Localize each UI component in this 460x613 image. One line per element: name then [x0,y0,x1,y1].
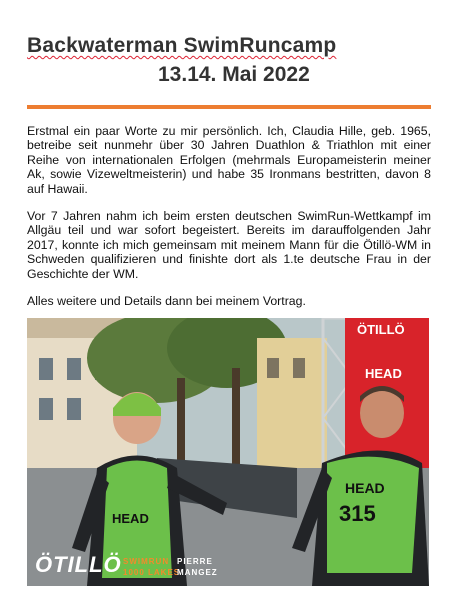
photo-illustration [27,318,429,586]
caption-mangez: MANGEZ [177,568,218,577]
paragraph-closing: Alles weitere und Details dann bei meinem Vortrag. [27,294,306,308]
svg-text:HEAD: HEAD [112,511,149,526]
bib-number: 315 [339,501,376,526]
paragraph-intro: Erstmal ein paar Worte zu mir persönlich. Ich, Claudia Hille, geb. 1965, betreibe seit nunmehr über 30 Jahren Duathlon & Triathlon mit einer Reihe von internationalen Erfolgen (mehrmals Europameisterin meiner Ak, sowie Vizeweltmeisterin) und habe 35 Ironmans bestritten, davon 8 auf Hawaii. [27,124,431,196]
svg-text:HEAD: HEAD [365,366,402,381]
document-title: Backwaterman SwimRuncamp [27,34,337,57]
paragraph-swimrun: Vor 7 Jahren nahm ich beim ersten deutschen SwimRun-Wettkampf im Allgäu teil und war sofort begeistert. Bereits im darauffolgenden Jahr 2017, konnte ich mich gemeinsam mit meinem Mann für die Ötillö-WM in Schweden qualifizieren und finishte dort als 1.te deutsche Frau in der Geschichte der WM. [27,209,431,281]
caption-pierre: PIERRE [177,557,213,566]
orange-divider [27,105,431,109]
svg-text:ÖTILLÖ: ÖTILLÖ [357,322,405,337]
race-photo [27,318,429,586]
caption-1000-lakes: 1000 LAKES [123,568,181,577]
otillo-logo-text: ÖTILLÖ [35,552,122,577]
event-date: 13.14. Mai 2022 [158,63,310,86]
caption-swimrun: SWIMRUN [123,557,170,566]
svg-text:HEAD: HEAD [345,480,385,496]
